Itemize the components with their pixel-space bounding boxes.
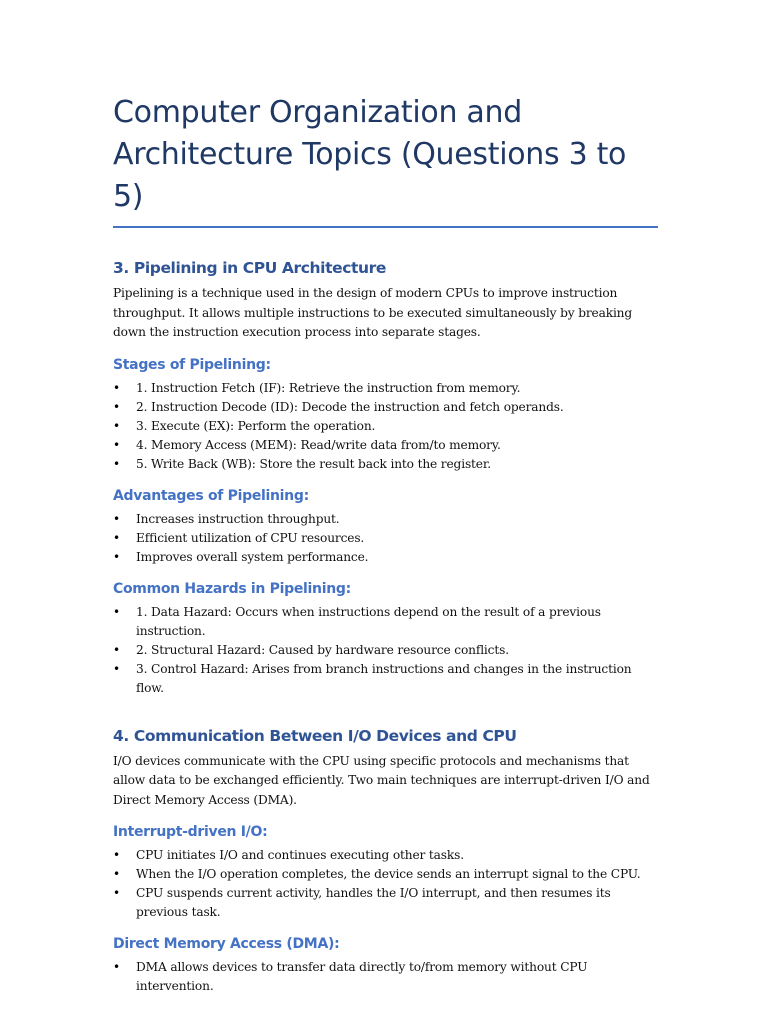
title-underline <box>113 226 658 228</box>
list-item-text: 1. Data Hazard: Occurs when instructions depend on the result of a previous instruction. <box>136 604 601 638</box>
bullet-icon: • <box>113 661 120 676</box>
bullet-icon: • <box>113 380 120 395</box>
section-heading: 3. Pipelining in CPU Architecture <box>113 259 386 277</box>
list-item <box>113 436 658 455</box>
list-item <box>113 958 658 996</box>
list-item-text: 1. Instruction Fetch (IF): Retrieve the instruction from memory. <box>136 380 521 395</box>
list-item <box>113 455 658 474</box>
list-item <box>113 417 658 436</box>
subsection-heading: Advantages of Pipelining: <box>113 487 309 504</box>
list-item <box>113 379 658 398</box>
hazards-list <box>113 603 658 698</box>
list-item-text: CPU initiates I/O and continues executing other tasks. <box>136 848 464 862</box>
bullet-icon: • <box>113 867 120 881</box>
list-item-text: Efficient utilization of CPU resources. <box>136 530 365 545</box>
list-item <box>113 660 658 698</box>
bullet-icon: • <box>113 960 120 974</box>
list-item <box>113 641 658 660</box>
section-intro: I/O devices communicate with the CPU using specific protocols and mechanisms that allow data to be exchanged efficiently. Two main techniques are interrupt-driven I/O and Direct Memory Access (DMA). <box>113 753 650 807</box>
document-title: Computer Organization and Architecture Topics (Questions 3 to 5) <box>113 95 627 214</box>
subsection-heading: Interrupt-driven I/O: <box>113 824 268 840</box>
dma-list <box>113 958 658 996</box>
list-item <box>113 548 658 567</box>
list-item <box>113 846 658 865</box>
list-item-text: 3. Control Hazard: Arises from branch instructions and changes in the instruction flow. <box>136 661 632 695</box>
stages-list <box>113 379 658 474</box>
section-heading: 4. Communication Between I/O Devices and CPU <box>113 726 517 745</box>
list-item-text: 2. Instruction Decode (ID): Decode the instruction and fetch operands. <box>136 399 564 414</box>
section-intro: Pipelining is a technique used in the design of modern CPUs to improve instruction throughput. It allows multiple instructions to be executed simultaneously by breaking down the instruction execution process into separate stages. <box>113 286 633 339</box>
bullet-icon: • <box>113 530 120 545</box>
subsection-heading: Direct Memory Access (DMA): <box>113 936 340 952</box>
list-item <box>113 865 658 884</box>
list-item <box>113 510 658 529</box>
subsection-heading: Common Hazards in Pipelining: <box>113 580 351 597</box>
list-item <box>113 529 658 548</box>
advantages-list <box>113 510 658 567</box>
list-item-text: DMA allows devices to transfer data directly to/from memory without CPU intervention. <box>136 960 588 993</box>
interrupt-io-list <box>113 846 658 922</box>
bullet-icon: • <box>113 437 120 452</box>
list-item-text: Improves overall system performance. <box>136 549 369 564</box>
list-item <box>113 398 658 417</box>
section-pipelining <box>113 258 658 698</box>
bullet-icon: • <box>113 642 120 657</box>
bullet-icon: • <box>113 456 120 471</box>
list-item-text: Increases instruction throughput. <box>136 511 340 526</box>
list-item-text: 3. Execute (EX): Perform the operation. <box>136 418 376 433</box>
list-item <box>113 884 658 922</box>
list-item-text: 5. Write Back (WB): Store the result back into the register. <box>136 456 491 471</box>
bullet-icon: • <box>113 549 120 564</box>
bullet-icon: • <box>113 604 120 619</box>
list-item-text: 4. Memory Access (MEM): Read/write data from/to memory. <box>136 437 501 452</box>
list-item-text: When the I/O operation completes, the device sends an interrupt signal to the CPU. <box>136 867 641 881</box>
bullet-icon: • <box>113 848 120 862</box>
document-page <box>113 92 658 996</box>
bullet-icon: • <box>113 886 120 900</box>
list-item-text: CPU suspends current activity, handles the I/O interrupt, and then resumes its previous task. <box>136 886 611 919</box>
list-item-text: 2. Structural Hazard: Caused by hardware resource conflicts. <box>136 642 509 657</box>
bullet-icon: • <box>113 399 120 414</box>
subsection-heading: Stages of Pipelining: <box>113 356 271 373</box>
bullet-icon: • <box>113 418 120 433</box>
section-io-communication <box>113 726 658 997</box>
list-item <box>113 603 658 641</box>
bullet-icon: • <box>113 511 120 526</box>
